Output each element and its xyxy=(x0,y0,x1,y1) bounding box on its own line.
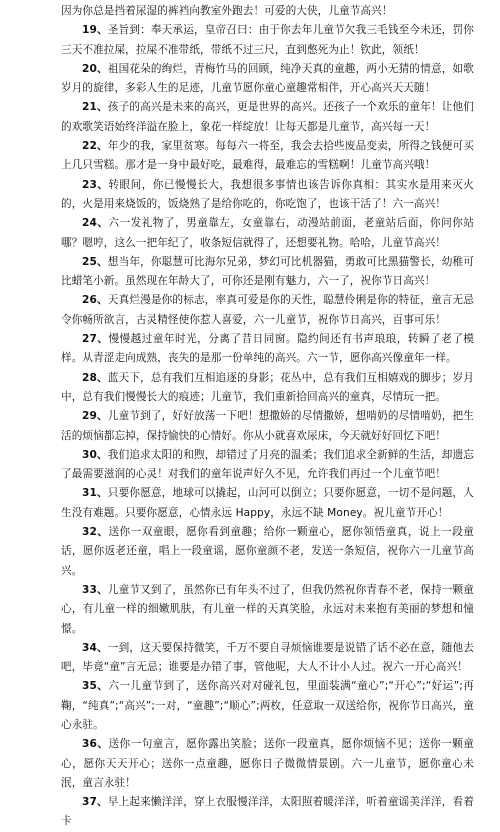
paragraph-21 xyxy=(61,98,474,137)
paragraph-text: 六一儿童节到了，送你高兴对对碰礼包，里面装满“童心”;“开心”;“好运”;再鞠，“纯真”;“高兴”;一对，“童趣”;“顺心”;两枚，任意取一双送给你，祝你节日高兴，童心永驻。 xyxy=(61,680,474,731)
paragraph-23 xyxy=(61,176,474,215)
paragraph-27 xyxy=(61,330,474,369)
paragraph-18-continuation xyxy=(61,2,474,21)
paragraph-text: 慢慢越过童年时光，分离了昔日同窗。隐约间还有书声琅琅，转瞬了老了模样。从青涩走向成熟，丧失的是那一份单纯的高兴。六一节，愿你高兴像童年一样。 xyxy=(61,333,475,365)
paragraph-number: 27、 xyxy=(82,333,109,346)
paragraph-number: 25、 xyxy=(82,255,108,268)
paragraph-37 xyxy=(61,793,474,832)
paragraph-text: 想当年，你聪慧可比海尔兄弟，梦幻可比机器猫，勇敢可比黑猫警长，幼稚可比蜡笔小新。虽然现在年龄大了，可你还是刚有魅力，六一了，祝你节日高兴！ xyxy=(61,255,474,288)
paragraph-number: 31、 xyxy=(82,487,108,500)
paragraph-19 xyxy=(61,21,474,60)
paragraph-32 xyxy=(61,523,474,581)
paragraph-text: 祖国花朵的绚烂，青梅竹马的回顾，纯净天真的童趣，两小无猜的情意，如歌岁月的旋律，多彩人生的足迹，儿童节愿你童心童趣常相伴，开心高兴天天随！ xyxy=(61,62,474,95)
paragraph-number: 33、 xyxy=(82,583,108,596)
paragraph-text: 转眼间，你已慢慢长大，我想很多事情也该告诉你真相：其实水是用来灭火的，火是用来烧饭的，饭烧熟了是给你吃的，你吃饱了，也该干活了！六一高兴！ xyxy=(61,178,475,210)
paragraph-34 xyxy=(61,639,474,678)
paragraph-number: 35、 xyxy=(82,680,109,693)
paragraph-text: 送你一双童眼，愿你看到童趣；给你一颗童心，愿你领悟童真，说上一段童话，愿你返老还童，唱上一段童谣，愿你童颜不老，发送一条短信，祝你六一儿童节高兴。 xyxy=(61,526,475,577)
paragraph-text: 儿童节又到了，虽然你已有年头不过了，但我仍然祝你青春不老，保持一颗童心，有儿童一样的细嫩肌肤，有儿童一样的天真笑脸，永远对未来抱有美丽的梦想和憧憬。 xyxy=(61,583,474,635)
paragraph-25 xyxy=(61,253,474,292)
paragraph-number: 32、 xyxy=(82,526,109,539)
paragraph-text: 圣旨到：奉天承运，皇帝召曰：由于你去年儿童节欠我三毛钱至今未还，罚你三天不准拉屎，拉屎不准带纸，带纸不过三尺，直到憋死为止！钦此，领纸！ xyxy=(61,24,474,56)
paragraph-number: 22、 xyxy=(82,140,108,153)
paragraph-number: 28、 xyxy=(82,371,108,384)
paragraph-text: 天真烂漫是你的标志，率真可爱是你的天性，聪慧伶俐是你的特征，童言无忌令你畅所欲言，古灵精怪使你惹人喜爱，六一儿童节，祝你节日高兴，百事可乐！ xyxy=(61,294,474,326)
paragraph-number: 24、 xyxy=(82,217,109,230)
paragraph-20 xyxy=(61,60,474,99)
paragraph-number: 34、 xyxy=(82,641,108,654)
paragraph-28 xyxy=(61,369,474,408)
paragraph-30 xyxy=(61,446,474,485)
paragraph-number: 30、 xyxy=(82,448,108,461)
paragraph-text: 因为你总是挡着尿湿的裤裆向教室外跑去！可爱的大侠，儿童节高兴！ xyxy=(61,5,393,17)
paragraph-text: 只要你愿意，地球可以撬起，山河可以倒立；只要你愿意，一切不是问题，人生没有难题。只要你愿意，心情永远 Happy，永远不缺 Money。祝儿童节开心！ xyxy=(61,487,474,519)
paragraph-22 xyxy=(61,137,474,176)
paragraph-text: 儿童节到了，好好放荡一下吧！想撒娇的尽情撒娇，想啃奶的尽情啃奶，把生活的烦恼都忘掉，保持愉快的心情好。你从小就喜欢尿床，今天就好好回忆下吧！ xyxy=(61,410,474,442)
paragraph-text: 蓝天下，总有我们互相追逐的身影；花丛中，总有我们互相嬉戏的脚步；岁月中，总有我们慢慢长大的痕迹；儿童节，我们重新拾回高兴的童真，尽情玩一把。 xyxy=(61,371,474,403)
paragraph-number: 19、 xyxy=(82,24,108,37)
paragraph-33 xyxy=(61,581,474,639)
paragraph-31 xyxy=(61,484,474,523)
paragraph-text: 送你一句童言，愿你露出笑脸；送你一段童真，愿你烦恼不见；送你一颗童心，愿你天天开心；送你一点童趣，愿你日子微微情景剧。六一儿童节，愿你童心未泯，童言永驻！ xyxy=(61,738,475,789)
paragraph-number: 37、 xyxy=(82,796,108,809)
paragraph-text: 年少的我，家里贫寒。每每六一将至，我会去拾些废品变卖，所得之钱便可买上几只雪糕。那才是一身中最好吃，最难得，最难忘的雪糕啊！儿童节高兴哦！ xyxy=(61,140,474,172)
paragraph-number: 20、 xyxy=(82,62,108,75)
paragraph-29 xyxy=(61,407,474,446)
paragraph-text: 六一发礼物了，男童靠左，女童靠右，动漫站前面，老童站后面，你问你站哪？嗯哼，这么一把年纪了，收条短信就得了，还想要礼物。哈哈，儿童节高兴！ xyxy=(61,217,475,249)
paragraph-24 xyxy=(61,214,474,253)
paragraph-number: 36、 xyxy=(82,738,109,751)
paragraph-number: 29、 xyxy=(82,410,108,423)
paragraph-35 xyxy=(61,677,474,735)
paragraph-number: 26、 xyxy=(82,294,108,307)
paragraph-26 xyxy=(61,291,474,330)
paragraph-36 xyxy=(61,735,474,793)
paragraph-number: 23、 xyxy=(82,178,109,191)
paragraph-number: 21、 xyxy=(82,101,108,114)
paragraph-text: 早上起来懒洋洋，穿上衣服慢洋洋，太阳照着暖洋洋，听着童谣美洋洋，看着卡 xyxy=(61,796,474,828)
paragraph-text: 我们追求太阳的和煦，却错过了月亮的温柔；我们追求全新鲜的生活，却遗忘了最需要滋润的心灵！对我们的童年说声好久不见，允许我们再过一个儿童节吧！ xyxy=(61,448,474,481)
paragraph-text: 孩子的高兴是未来的高兴，更是世界的高兴。还孩子一个欢乐的童年！让他们的欢歌笑语始终洋溢在脸上，象花一样绽放！让每天都是儿童节，高兴每一天！ xyxy=(61,101,474,133)
paragraph-text: 一到，这天要保持微笑，千万不要自寻烦恼谁要是说错了话不必在意，随他去吧，毕竟“童”言无忌；谁要是办错了事，管他呢，大人不计小人过。祝六一开心高兴！ xyxy=(61,641,474,674)
